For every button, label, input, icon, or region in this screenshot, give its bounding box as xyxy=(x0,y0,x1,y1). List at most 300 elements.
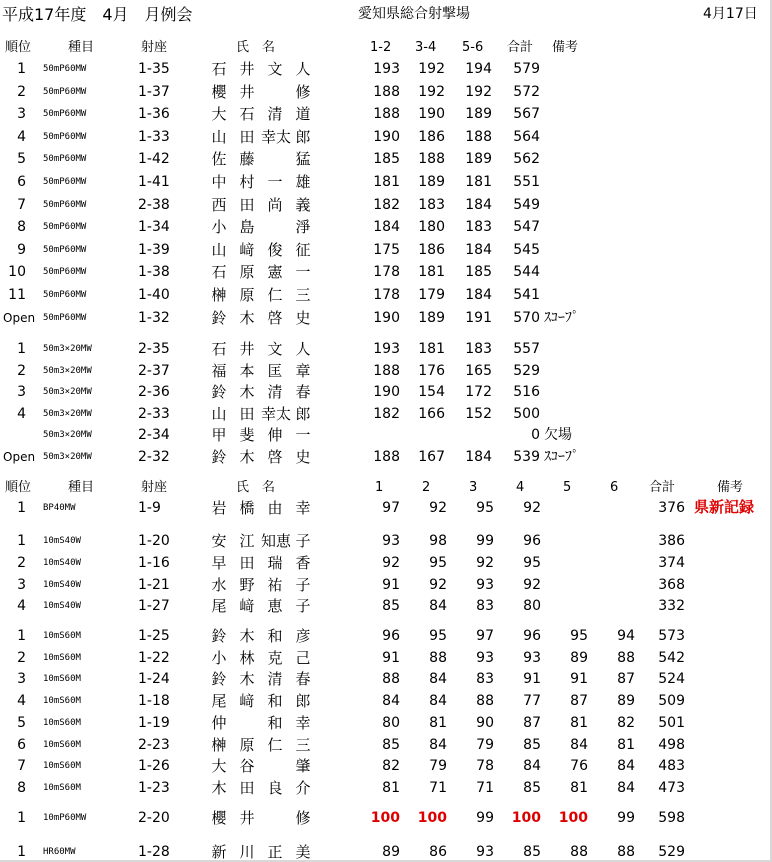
name-char: 山 xyxy=(211,404,227,423)
name-char: 春 xyxy=(295,383,311,401)
athlete-name xyxy=(205,361,317,380)
name-char: 章 xyxy=(295,361,311,380)
firing-point: 1-34 xyxy=(138,219,170,236)
name-char: 三 xyxy=(295,735,311,754)
firing-point: 1-23 xyxy=(138,779,170,796)
rank: 4 xyxy=(17,128,26,145)
event-code: 50mP60MW xyxy=(43,64,87,74)
total-score: 0 xyxy=(531,427,540,443)
series-score-4: 96 xyxy=(523,628,541,644)
athlete-name xyxy=(205,152,317,167)
firing-point: 1-25 xyxy=(138,628,170,644)
name-char: 村 xyxy=(239,173,255,191)
name-char: 橋 xyxy=(239,499,255,517)
name-char: 鈴 xyxy=(211,308,227,327)
score-1-2: 188 xyxy=(373,106,400,123)
name-char: 林 xyxy=(239,648,255,667)
name-char: 由 xyxy=(267,499,283,517)
name-char: 山 xyxy=(211,127,227,146)
firing-point: 2-36 xyxy=(138,384,170,400)
rank: 5 xyxy=(17,151,26,168)
score-5-6: 185 xyxy=(465,264,492,281)
name-char: 啓 xyxy=(267,447,283,466)
total-score: 332 xyxy=(658,598,685,615)
event-code: 50mP60MW xyxy=(43,244,87,255)
series-score-1: 97 xyxy=(382,500,400,516)
firing-point: 1-33 xyxy=(138,128,170,145)
score-5-6: 184 xyxy=(465,196,492,213)
series-score-1: 84 xyxy=(382,693,400,710)
rank: 6 xyxy=(17,174,26,190)
name-char: 鈴 xyxy=(211,383,227,401)
total-score: 529 xyxy=(513,362,540,379)
score-3-4: 181 xyxy=(418,264,445,281)
note: 欠場 xyxy=(544,427,572,443)
name-char: 三 xyxy=(295,286,311,304)
name-char: 西 xyxy=(211,195,227,214)
rank: Open xyxy=(3,449,36,464)
total-score: 557 xyxy=(513,341,540,357)
score-1-2: 185 xyxy=(373,151,400,168)
name-char: 和 xyxy=(267,692,283,711)
name-char: 鈴 xyxy=(211,670,227,689)
name-char: 修 xyxy=(295,82,311,101)
event-code: 10mS60M xyxy=(43,739,81,750)
series-score-5: 84 xyxy=(570,736,588,753)
name-char: 郎 xyxy=(295,692,311,711)
total-score: 572 xyxy=(513,83,540,100)
total-score: 564 xyxy=(513,128,540,145)
series-score-6: 99 xyxy=(617,810,635,826)
name-char: 﨑 xyxy=(239,692,255,711)
score-1-2: 190 xyxy=(373,309,400,326)
total-score: 529 xyxy=(658,844,685,860)
series-score-6: 88 xyxy=(617,649,635,666)
name-char: 井 xyxy=(239,809,255,827)
series-score-4: 92 xyxy=(523,576,541,593)
series-score-4: 100 xyxy=(511,810,541,826)
name-char: 井 xyxy=(239,60,255,78)
total-score: 516 xyxy=(513,384,540,400)
event-code: 10mS40W xyxy=(43,536,81,546)
score-5-6: 191 xyxy=(465,309,492,326)
rank: 1 xyxy=(17,810,26,826)
event-code: 10mS60M xyxy=(43,631,81,641)
name-char: 仁 xyxy=(267,286,283,304)
name-char: 島 xyxy=(239,218,255,237)
series-score-3: 99 xyxy=(476,533,494,549)
name-char: 木 xyxy=(239,670,255,689)
name-char: 正 xyxy=(267,843,283,861)
name-char: 原 xyxy=(239,263,255,282)
series-score-4: 96 xyxy=(523,533,541,549)
score-5-6: 189 xyxy=(465,151,492,168)
firing-point: 2-35 xyxy=(138,341,170,357)
name-char: 伸 xyxy=(267,426,283,444)
rank: 6 xyxy=(17,736,26,753)
name-char: 幸 xyxy=(295,499,311,517)
series-score-5: 88 xyxy=(570,844,588,860)
total-score: 500 xyxy=(513,405,540,422)
series-score-3: 93 xyxy=(476,844,494,860)
rank: 8 xyxy=(17,219,26,236)
athlete-name xyxy=(205,501,317,516)
total-score: 498 xyxy=(658,736,685,753)
series-score-2: 92 xyxy=(429,500,447,516)
rank: 11 xyxy=(8,287,26,303)
total-score: 473 xyxy=(658,779,685,796)
score-1-2: 182 xyxy=(373,405,400,422)
name-char: 子 xyxy=(295,597,311,616)
event-code: 50m3×20MW xyxy=(43,344,92,354)
series-score-6: 82 xyxy=(617,714,635,731)
name-char: 﨑 xyxy=(239,597,255,616)
score-5-6: 183 xyxy=(465,219,492,236)
score-5-6: 188 xyxy=(465,128,492,145)
athlete-name xyxy=(205,220,317,235)
name-char: 祐 xyxy=(267,575,283,594)
firing-point: 1-19 xyxy=(138,714,170,731)
firing-point: 2-38 xyxy=(138,196,170,213)
col-point-header-2: 射座 xyxy=(141,480,168,495)
score-3-4: 189 xyxy=(418,309,445,326)
rank: 10 xyxy=(8,264,26,281)
series-score-4: 77 xyxy=(523,693,541,710)
name-char: 尾 xyxy=(211,597,227,616)
rank: 4 xyxy=(17,693,26,710)
col-rank-header-2: 順位 xyxy=(5,480,32,495)
event-code: 50mP60MW xyxy=(43,267,87,278)
series-score-2: 98 xyxy=(429,533,447,549)
firing-point: 1-27 xyxy=(138,598,170,615)
name-char: 肇 xyxy=(295,757,311,776)
col-total-header: 合計 xyxy=(507,40,534,55)
rank: 1 xyxy=(17,533,26,549)
series-score-1: 82 xyxy=(382,758,400,775)
series-score-3: 90 xyxy=(476,714,494,731)
series-score-2: 88 xyxy=(429,649,447,666)
firing-point: 1-26 xyxy=(138,758,170,775)
rank: 1 xyxy=(17,844,26,860)
firing-point: 1-9 xyxy=(138,500,161,516)
series-score-5: 91 xyxy=(570,671,588,688)
series-score-1: 92 xyxy=(382,554,400,571)
series-score-2: 84 xyxy=(429,693,447,710)
series-score-1: 81 xyxy=(382,779,400,796)
name-char: 清 xyxy=(267,383,283,401)
event-code: 10mS60M xyxy=(43,696,81,707)
name-char: 木 xyxy=(239,627,255,645)
total-score: 547 xyxy=(513,219,540,236)
series-score-6: 89 xyxy=(617,693,635,710)
name-char: 大 xyxy=(211,757,227,776)
firing-point: 2-33 xyxy=(138,405,170,422)
name-char: 木 xyxy=(211,778,227,797)
rank: 3 xyxy=(17,671,26,688)
name-char: 田 xyxy=(239,404,255,423)
col-s1-header: 1-2 xyxy=(370,40,392,55)
score-5-6: 194 xyxy=(465,61,492,77)
score-5-6: 189 xyxy=(465,106,492,123)
athlete-name xyxy=(205,265,317,280)
total-score: 386 xyxy=(658,533,685,549)
total-score: 562 xyxy=(513,151,540,168)
col-shot5-header: 5 xyxy=(563,480,572,495)
athlete-name xyxy=(205,82,317,101)
score-5-6: 181 xyxy=(465,174,492,190)
name-char: 榊 xyxy=(211,735,227,754)
athlete-name xyxy=(205,428,317,443)
col-shot6-header: 6 xyxy=(610,480,619,495)
athlete-name xyxy=(205,404,317,423)
name-char: 井 xyxy=(239,340,255,358)
firing-point: 1-38 xyxy=(138,264,170,281)
venue: 愛知県総合射撃場 xyxy=(358,6,470,22)
note: ｽｺｰﾌﾟ xyxy=(544,309,579,326)
col-shot2-header: 2 xyxy=(422,480,431,495)
athlete-name xyxy=(205,648,317,667)
name-char: 郎 xyxy=(295,127,311,146)
rank: 2 xyxy=(17,649,26,666)
series-score-2: 84 xyxy=(429,671,447,688)
name-char: 一 xyxy=(267,173,283,191)
name-char: 己 xyxy=(295,648,311,667)
col-s3-header: 5-6 xyxy=(462,40,484,55)
rank: 9 xyxy=(17,241,26,258)
rank: 1 xyxy=(17,628,26,644)
event-code: 50mP60MW xyxy=(43,290,87,300)
name-char: 石 xyxy=(239,105,255,124)
series-score-4: 80 xyxy=(523,598,541,615)
score-5-6: 184 xyxy=(465,448,492,465)
name-char: 原 xyxy=(239,286,255,304)
score-1-2: 190 xyxy=(373,128,400,145)
total-score: 541 xyxy=(513,287,540,303)
name-char: 香 xyxy=(295,553,311,572)
name-char: 美 xyxy=(295,843,311,861)
firing-point: 2-23 xyxy=(138,736,170,753)
name-char: 淨 xyxy=(295,218,311,237)
name-char: 鈴 xyxy=(211,447,227,466)
name-char: 田 xyxy=(239,195,255,214)
event-code: 50mP60MW xyxy=(43,312,87,323)
firing-point: 1-42 xyxy=(138,151,170,168)
col-name-header-2: 氏 名 xyxy=(236,480,276,495)
score-5-6: 165 xyxy=(465,362,492,379)
athlete-name xyxy=(205,845,317,860)
series-score-6: 88 xyxy=(617,844,635,860)
series-score-4: 87 xyxy=(523,714,541,731)
name-char: 雄 xyxy=(295,173,311,191)
series-score-2: 79 xyxy=(429,758,447,775)
athlete-name xyxy=(205,240,317,259)
name-char: 木 xyxy=(239,308,255,327)
series-score-4: 91 xyxy=(523,671,541,688)
series-score-1: 85 xyxy=(382,598,400,615)
series-score-1: 89 xyxy=(382,844,400,860)
event-code: 10mS60M xyxy=(43,761,81,772)
series-score-3: 99 xyxy=(476,810,494,826)
series-score-3: 95 xyxy=(476,500,494,516)
series-score-1: 93 xyxy=(382,533,400,549)
series-score-1: 96 xyxy=(382,628,400,644)
rank: 1 xyxy=(17,61,26,77)
name-char: 谷 xyxy=(239,757,255,776)
col-event-header: 種目 xyxy=(68,40,95,55)
score-3-4: 190 xyxy=(418,106,445,123)
series-score-5: 95 xyxy=(570,628,588,644)
event-code: 50mP60MW xyxy=(43,154,87,165)
series-score-3: 97 xyxy=(476,628,494,644)
firing-point: 2-20 xyxy=(138,810,170,826)
firing-point: 1-35 xyxy=(138,61,170,77)
series-score-4: 84 xyxy=(523,758,541,775)
score-3-4: 179 xyxy=(418,287,445,303)
name-char: 良 xyxy=(267,778,283,797)
series-score-5: 76 xyxy=(570,758,588,775)
name-char: 早 xyxy=(211,553,227,572)
name-char: 文 xyxy=(267,340,283,358)
athlete-name xyxy=(205,778,317,797)
score-5-6: 172 xyxy=(465,384,492,400)
event-code: 50mP60MW xyxy=(43,177,87,187)
col-rank-header: 順位 xyxy=(5,40,32,55)
col-note-header: 備考 xyxy=(552,40,579,55)
series-score-3: 71 xyxy=(476,779,494,796)
name-char: 猛 xyxy=(295,150,311,169)
col-name-header: 氏 名 xyxy=(236,40,276,55)
name-char: 一 xyxy=(295,263,311,282)
rank: 4 xyxy=(17,598,26,615)
name-char: 俊 xyxy=(267,240,283,259)
score-1-2: 190 xyxy=(373,384,400,400)
name-char: 啓 xyxy=(267,308,283,327)
total-score: 368 xyxy=(658,576,685,593)
name-char: 中 xyxy=(211,173,227,191)
athlete-name xyxy=(205,62,317,77)
col-note-header-2: 備考 xyxy=(717,480,744,495)
total-score: 544 xyxy=(513,264,540,281)
name-char: 瑞 xyxy=(267,553,283,572)
series-score-3: 78 xyxy=(476,758,494,775)
event-code: 10mS40W xyxy=(43,557,81,568)
name-char: 文 xyxy=(267,60,283,78)
firing-point: 2-34 xyxy=(138,427,170,443)
athlete-name xyxy=(205,735,317,754)
athlete-name xyxy=(205,759,317,774)
event-code: 50m3×20MW xyxy=(43,451,92,462)
name-char: 井 xyxy=(239,82,255,101)
athlete-name xyxy=(205,107,317,122)
score-1-2: 182 xyxy=(373,196,400,213)
name-char: 仁 xyxy=(267,735,283,754)
total-score: 573 xyxy=(658,628,685,644)
score-1-2: 188 xyxy=(373,448,400,465)
athlete-name xyxy=(205,288,317,303)
athlete-name xyxy=(205,811,317,826)
score-1-2: 178 xyxy=(373,287,400,303)
firing-point: 1-39 xyxy=(138,241,170,258)
athlete-name xyxy=(205,713,317,732)
name-char: 幸太 xyxy=(261,127,292,146)
score-3-4: 167 xyxy=(418,448,445,465)
total-score: 545 xyxy=(513,241,540,258)
name-char: 修 xyxy=(295,809,311,827)
score-3-4: 166 xyxy=(418,405,445,422)
series-score-4: 95 xyxy=(523,554,541,571)
total-score: 524 xyxy=(658,671,685,688)
total-score: 598 xyxy=(658,810,685,826)
rank: 1 xyxy=(17,500,26,516)
firing-point: 2-37 xyxy=(138,362,170,379)
series-score-3: 93 xyxy=(476,649,494,666)
name-char: 子 xyxy=(295,575,311,594)
series-score-2: 100 xyxy=(417,810,447,826)
athlete-name xyxy=(205,599,317,614)
record-note: 県新記録 xyxy=(694,498,755,516)
series-score-2: 84 xyxy=(429,736,447,753)
total-score: 542 xyxy=(658,649,685,666)
name-char: 匡 xyxy=(267,361,283,380)
name-char: 鈴 xyxy=(211,627,227,645)
event-code: 10mS60M xyxy=(43,652,81,663)
series-score-4: 85 xyxy=(523,844,541,860)
series-score-6: 87 xyxy=(617,671,635,688)
name-char: 仲 xyxy=(211,713,227,732)
event-code: 50mP60MW xyxy=(43,109,87,120)
score-3-4: 186 xyxy=(418,241,445,258)
name-char: 征 xyxy=(295,240,311,259)
total-score: 551 xyxy=(513,174,540,190)
score-1-2: 193 xyxy=(373,341,400,357)
firing-point: 1-37 xyxy=(138,83,170,100)
name-char: 人 xyxy=(295,340,311,358)
event-code: 50m3×20MW xyxy=(43,365,92,376)
score-5-6: 152 xyxy=(465,405,492,422)
score-5-6: 184 xyxy=(465,241,492,258)
col-total-header-2: 合計 xyxy=(649,480,676,495)
name-char: 史 xyxy=(295,447,311,466)
series-score-6: 84 xyxy=(617,758,635,775)
col-shot4-header: 4 xyxy=(516,480,525,495)
name-char: 史 xyxy=(295,308,311,327)
total-score: 579 xyxy=(513,61,540,77)
series-score-4: 92 xyxy=(523,500,541,516)
series-score-1: 88 xyxy=(382,671,400,688)
athlete-name xyxy=(205,575,317,594)
name-char: 田 xyxy=(239,127,255,146)
athlete-name xyxy=(205,385,317,400)
score-5-6: 184 xyxy=(465,287,492,303)
name-char: 﨑 xyxy=(239,240,255,259)
series-score-2: 95 xyxy=(429,628,447,644)
name-char: 木 xyxy=(239,383,255,401)
event-code: 10mP60MW xyxy=(43,813,87,823)
event-code: 50m3×20MW xyxy=(43,387,92,397)
event-code: 50m3×20MW xyxy=(43,408,92,419)
series-score-6: 94 xyxy=(617,628,635,644)
firing-point: 1-40 xyxy=(138,287,170,303)
series-score-2: 81 xyxy=(429,714,447,731)
name-char: 一 xyxy=(295,426,311,444)
event-code: 50mP60MW xyxy=(43,131,87,142)
name-char: 石 xyxy=(211,340,227,358)
series-score-5: 81 xyxy=(570,714,588,731)
name-char: 安 xyxy=(211,532,227,550)
name-char: 石 xyxy=(211,60,227,78)
athlete-name xyxy=(205,553,317,572)
name-char: 野 xyxy=(239,575,255,594)
